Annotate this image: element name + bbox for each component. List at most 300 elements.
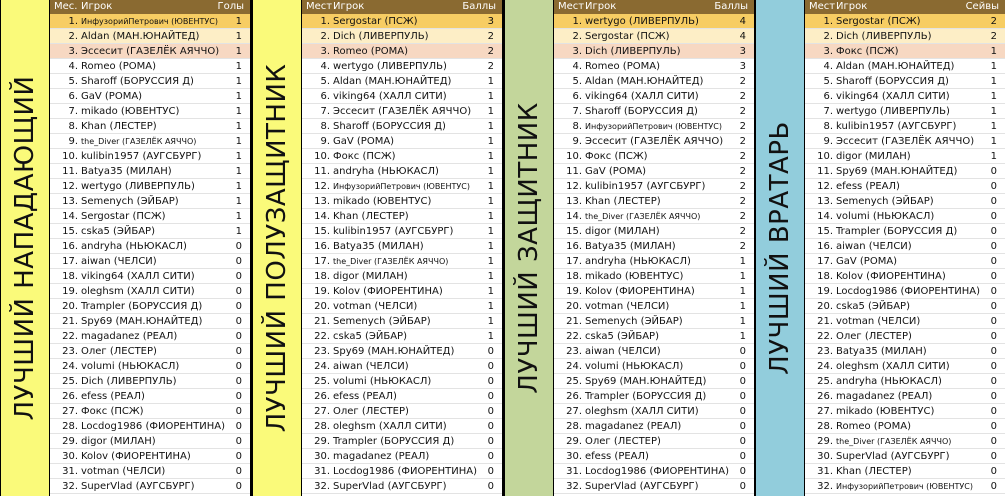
table-row xyxy=(805,389,1005,404)
row-position: 11. xyxy=(817,166,833,177)
col-player-header: Игрок xyxy=(585,1,617,12)
row-score: 0 xyxy=(487,361,494,372)
row-score: 1 xyxy=(739,301,746,312)
table-row xyxy=(50,224,250,239)
table-row xyxy=(554,479,754,494)
row-position: 6. xyxy=(572,91,582,102)
row-score: 2 xyxy=(739,196,746,207)
table-row xyxy=(805,149,1005,164)
row-score: 0 xyxy=(990,316,997,327)
row-player: Олег (ЛЕСТЕР) xyxy=(585,436,661,447)
table-row xyxy=(302,389,502,404)
row-player: cska5 (ЭЙБАР) xyxy=(333,331,407,342)
table-row xyxy=(805,104,1005,119)
row-position: 10. xyxy=(566,151,582,162)
row-position: 1. xyxy=(320,16,330,27)
row-player: volumi (НЬЮКАСЛ) xyxy=(836,211,935,222)
row-player: Dich (ЛИВЕРПУЛЬ) xyxy=(81,376,177,387)
row-player: volumi (НЬЮКАСЛ) xyxy=(81,361,180,372)
row-score: 1 xyxy=(990,61,997,72)
row-position: 1. xyxy=(823,16,833,27)
col-position-header: Мест xyxy=(558,1,585,12)
row-position: 5. xyxy=(823,76,833,87)
table-row xyxy=(805,299,1005,314)
row-score: 0 xyxy=(235,436,242,447)
table-row xyxy=(302,359,502,374)
row-score: 0 xyxy=(990,211,997,222)
row-player: Trampler (БОРУССИЯ Д) xyxy=(585,391,707,402)
row-player: ИнфузорийПетрович (ЮВЕНТУС) xyxy=(333,182,470,191)
table-row xyxy=(554,314,754,329)
row-score: 0 xyxy=(235,481,242,492)
row-player: Kolov (ФИОРЕНТИНА) xyxy=(585,286,695,297)
row-player: magadanez (РЕАЛ) xyxy=(585,421,682,432)
row-position: 28. xyxy=(62,421,78,432)
row-score: 1 xyxy=(235,16,242,27)
table-row xyxy=(50,404,250,419)
row-player: aiwan (ЧЕЛСИ) xyxy=(81,256,157,267)
midfielder-title: ЛУЧШИЙ ПОЛУЗАЩИТНИК xyxy=(262,63,292,433)
table-row xyxy=(554,224,754,239)
row-player: andryha (НЬЮКАСЛ) xyxy=(333,166,439,177)
row-position: 18. xyxy=(314,271,330,282)
row-position: 13. xyxy=(566,196,582,207)
row-player: digor (МИЛАН) xyxy=(81,436,156,447)
table-header xyxy=(805,0,1005,14)
row-player: cska5 (ЭЙБАР) xyxy=(81,226,155,237)
row-position: 6. xyxy=(823,91,833,102)
table-row xyxy=(302,224,502,239)
row-score: 1 xyxy=(990,151,997,162)
row-score: 3 xyxy=(739,61,746,72)
row-score: 0 xyxy=(739,406,746,417)
table-header xyxy=(554,0,754,14)
row-score: 1 xyxy=(487,286,494,297)
table-row xyxy=(50,59,250,74)
table-row xyxy=(50,374,250,389)
row-score: 1 xyxy=(487,271,494,282)
row-player: Romeo (РОМА) xyxy=(81,61,156,72)
table-row xyxy=(50,434,250,449)
row-position: 8. xyxy=(572,121,582,132)
table-row xyxy=(302,419,502,434)
row-score: 0 xyxy=(739,391,746,402)
row-score: 0 xyxy=(990,346,997,357)
table-row xyxy=(302,479,502,494)
row-position: 2. xyxy=(68,31,78,42)
table-row xyxy=(805,284,1005,299)
table-row xyxy=(302,164,502,179)
row-position: 14. xyxy=(817,211,833,222)
row-score: 0 xyxy=(487,436,494,447)
row-score: 0 xyxy=(235,421,242,432)
row-position: 15. xyxy=(566,226,582,237)
row-player: Spy69 (МАН.ЮНАЙТЕД) xyxy=(81,316,203,327)
table-row xyxy=(302,449,502,464)
row-score: 0 xyxy=(739,466,746,477)
row-position: 2. xyxy=(823,31,833,42)
row-position: 24. xyxy=(566,361,582,372)
row-score: 0 xyxy=(990,466,997,477)
row-position: 2. xyxy=(572,31,582,42)
row-position: 14. xyxy=(566,211,582,222)
row-score: 0 xyxy=(990,361,997,372)
row-player: SuperVlad (АУГСБУРГ) xyxy=(333,481,447,492)
row-position: 25. xyxy=(62,376,78,387)
row-player: aiwan (ЧЕЛСИ) xyxy=(333,361,409,372)
row-player: ИнфузорийПетрович (ЮВЕНТУС) xyxy=(836,482,973,491)
row-position: 12. xyxy=(817,181,833,192)
table-row xyxy=(805,239,1005,254)
table-row xyxy=(554,179,754,194)
table-row xyxy=(554,194,754,209)
table-row xyxy=(50,134,250,149)
table-row xyxy=(805,434,1005,449)
row-score: 1 xyxy=(235,226,242,237)
table-row xyxy=(805,449,1005,464)
row-score: 2 xyxy=(739,121,746,132)
row-player: Semenych (ЭЙБАР) xyxy=(81,196,179,207)
table-row xyxy=(50,179,250,194)
row-score: 2 xyxy=(739,106,746,117)
row-player: efess (РЕАЛ) xyxy=(333,391,397,402)
midfielder-title-band xyxy=(252,0,302,496)
row-player: mikado (ЮВЕНТУС) xyxy=(585,271,684,282)
row-score: 0 xyxy=(235,256,242,267)
row-player: Semenych (ЭЙБАР) xyxy=(333,316,431,327)
row-score: 1 xyxy=(487,226,494,237)
table-row xyxy=(805,464,1005,479)
row-position: 10. xyxy=(62,151,78,162)
row-score: 0 xyxy=(990,256,997,267)
row-player: Эссесит (ГАЗЕЛЁК АЯЧЧО) xyxy=(81,46,220,57)
row-position: 20. xyxy=(817,301,833,312)
goalkeeper-table xyxy=(805,0,1005,496)
row-position: 28. xyxy=(314,421,330,432)
row-score: 0 xyxy=(235,331,242,342)
row-score: 0 xyxy=(487,421,494,432)
table-row xyxy=(554,59,754,74)
row-position: 11. xyxy=(62,166,78,177)
row-position: 25. xyxy=(817,376,833,387)
row-score: 0 xyxy=(739,376,746,387)
row-player: wertygo (ЛИВЕРПУЛЬ) xyxy=(836,106,950,117)
row-player: kulibin1957 (АУГСБУРГ) xyxy=(585,181,706,192)
table-row xyxy=(50,149,250,164)
row-position: 12. xyxy=(62,181,78,192)
row-score: 0 xyxy=(739,451,746,462)
row-score: 2 xyxy=(739,136,746,147)
row-position: 8. xyxy=(68,121,78,132)
row-score: 0 xyxy=(990,406,997,417)
col-score-header: Баллы xyxy=(714,1,748,12)
row-score: 1 xyxy=(487,121,494,132)
row-score: 2 xyxy=(739,166,746,177)
row-position: 22. xyxy=(314,331,330,342)
row-position: 31. xyxy=(566,466,582,477)
row-position: 13. xyxy=(62,196,78,207)
row-player: andryha (НЬЮКАСЛ) xyxy=(585,256,691,267)
row-position: 1. xyxy=(68,16,78,27)
row-score: 1 xyxy=(235,196,242,207)
row-position: 21. xyxy=(817,316,833,327)
table-row xyxy=(50,449,250,464)
row-position: 30. xyxy=(62,451,78,462)
row-score: 0 xyxy=(990,421,997,432)
table-row xyxy=(805,89,1005,104)
row-position: 7. xyxy=(823,106,833,117)
row-player: Locdog1986 (ФИОРЕНТИНА) xyxy=(585,466,730,477)
row-position: 4. xyxy=(572,61,582,72)
row-score: 1 xyxy=(487,241,494,252)
row-player: Олег (ЛЕСТЕР) xyxy=(81,346,157,357)
table-row xyxy=(302,434,502,449)
row-score: 0 xyxy=(487,391,494,402)
row-score: 2 xyxy=(739,226,746,237)
row-position: 26. xyxy=(314,391,330,402)
row-position: 12. xyxy=(566,181,582,192)
row-position: 23. xyxy=(314,346,330,357)
row-position: 24. xyxy=(314,361,330,372)
col-player-header: Игрок xyxy=(333,1,365,12)
row-player: Batya35 (МИЛАН) xyxy=(333,241,424,252)
row-score: 0 xyxy=(235,286,242,297)
row-score: 0 xyxy=(235,346,242,357)
row-score: 1 xyxy=(235,136,242,147)
row-position: 30. xyxy=(566,451,582,462)
row-player: Олег (ЛЕСТЕР) xyxy=(836,331,912,342)
row-score: 2 xyxy=(487,46,494,57)
row-player: Trampler (БОРУССИЯ Д) xyxy=(81,301,203,312)
row-position: 25. xyxy=(566,376,582,387)
table-row xyxy=(554,74,754,89)
row-score: 0 xyxy=(739,421,746,432)
row-player: mikado (ЮВЕНТУС) xyxy=(333,196,432,207)
row-position: 26. xyxy=(566,391,582,402)
table-row xyxy=(50,464,250,479)
row-player: viking64 (ХАЛЛ СИТИ) xyxy=(333,91,447,102)
row-position: 21. xyxy=(314,316,330,327)
row-position: 16. xyxy=(62,241,78,252)
row-score: 2 xyxy=(487,61,494,72)
table-row xyxy=(554,434,754,449)
table-row xyxy=(554,299,754,314)
row-position: 18. xyxy=(62,271,78,282)
row-position: 23. xyxy=(566,346,582,357)
row-position: 3. xyxy=(320,46,330,57)
row-score: 0 xyxy=(990,436,997,447)
row-position: 30. xyxy=(817,451,833,462)
row-score: 0 xyxy=(235,241,242,252)
row-position: 29. xyxy=(566,436,582,447)
row-player: oleghsm (ХАЛЛ СИТИ) xyxy=(585,406,699,417)
row-position: 27. xyxy=(314,406,330,417)
row-player: the_Diver (ГАЗЕЛЁК АЯЧЧО) xyxy=(333,257,449,266)
table-row xyxy=(805,224,1005,239)
row-position: 16. xyxy=(314,241,330,252)
row-position: 18. xyxy=(566,271,582,282)
row-score: 4 xyxy=(739,16,746,27)
row-score: 0 xyxy=(235,376,242,387)
row-position: 9. xyxy=(572,136,582,147)
row-player: the_Diver (ГАЗЕЛЁК АЯЧЧО) xyxy=(81,137,197,146)
row-player: viking64 (ХАЛЛ СИТИ) xyxy=(585,91,699,102)
row-position: 12. xyxy=(314,181,330,192)
row-position: 31. xyxy=(817,466,833,477)
row-player: Kolov (ФИОРЕНТИНА) xyxy=(81,451,191,462)
row-player: magadanez (РЕАЛ) xyxy=(81,331,178,342)
row-player: Эссесит (ГАЗЕЛЁК АЯЧЧО) xyxy=(836,136,975,147)
row-score: 1 xyxy=(235,166,242,177)
row-position: 27. xyxy=(817,406,833,417)
row-score: 1 xyxy=(990,136,997,147)
row-position: 5. xyxy=(68,76,78,87)
row-position: 8. xyxy=(320,121,330,132)
row-player: efess (РЕАЛ) xyxy=(585,451,649,462)
row-player: Romeo (РОМА) xyxy=(836,421,911,432)
table-row xyxy=(302,134,502,149)
row-position: 31. xyxy=(314,466,330,477)
row-position: 3. xyxy=(572,46,582,57)
table-row xyxy=(554,164,754,179)
row-score: 2 xyxy=(990,31,997,42)
row-player: viking64 (ХАЛЛ СИТИ) xyxy=(836,91,950,102)
table-row xyxy=(302,329,502,344)
table-row xyxy=(50,344,250,359)
row-score: 0 xyxy=(487,466,494,477)
row-player: votman (ЧЕЛСИ) xyxy=(333,301,418,312)
row-position: 16. xyxy=(817,241,833,252)
row-position: 25. xyxy=(314,376,330,387)
row-position: 27. xyxy=(566,406,582,417)
table-row xyxy=(554,329,754,344)
table-row xyxy=(805,14,1005,29)
midfielder-table xyxy=(302,0,502,496)
row-score: 1 xyxy=(990,91,997,102)
row-position: 17. xyxy=(817,256,833,267)
row-position: 14. xyxy=(314,211,330,222)
row-player: Aldan (МАН.ЮНАЙТЕД) xyxy=(81,31,200,42)
row-position: 6. xyxy=(320,91,330,102)
row-score: 3 xyxy=(487,16,494,27)
table-row xyxy=(302,374,502,389)
table-row xyxy=(805,359,1005,374)
row-position: 24. xyxy=(817,361,833,372)
row-position: 13. xyxy=(817,196,833,207)
row-position: 19. xyxy=(566,286,582,297)
row-score: 0 xyxy=(487,481,494,492)
table-row xyxy=(554,29,754,44)
row-player: Khan (ЛЕСТЕР) xyxy=(585,196,661,207)
row-score: 1 xyxy=(235,151,242,162)
table-row xyxy=(50,314,250,329)
table-row xyxy=(302,104,502,119)
row-player: the_Diver (ГАЗЕЛЁК АЯЧЧО) xyxy=(585,212,701,221)
defender-title: ЛУЧШИЙ ЗАЩИТНИК xyxy=(514,102,544,394)
row-player: votman (ЧЕЛСИ) xyxy=(585,301,670,312)
row-player: Фокс (ПСЖ) xyxy=(81,406,144,417)
row-position: 5. xyxy=(572,76,582,87)
row-score: 2 xyxy=(739,151,746,162)
table-row xyxy=(50,209,250,224)
table-row xyxy=(805,419,1005,434)
row-position: 15. xyxy=(62,226,78,237)
row-position: 27. xyxy=(62,406,78,417)
row-position: 1. xyxy=(572,16,582,27)
table-row xyxy=(805,329,1005,344)
table-row xyxy=(554,104,754,119)
goalkeeper-title-band xyxy=(755,0,805,496)
row-position: 26. xyxy=(817,391,833,402)
col-score-header: Сейвы xyxy=(965,1,999,12)
row-player: SuperVlad (АУГСБУРГ) xyxy=(836,451,950,462)
row-position: 29. xyxy=(817,436,833,447)
row-score: 1 xyxy=(235,46,242,57)
row-score: 1 xyxy=(487,331,494,342)
row-player: efess (РЕАЛ) xyxy=(836,181,900,192)
row-player: Олег (ЛЕСТЕР) xyxy=(333,406,409,417)
row-player: Dich (ЛИВЕРПУЛЬ) xyxy=(585,46,681,57)
forward-title-band xyxy=(0,0,50,496)
row-player: andryha (НЬЮКАСЛ) xyxy=(836,376,942,387)
table-row xyxy=(805,59,1005,74)
row-position: 26. xyxy=(62,391,78,402)
row-score: 1 xyxy=(235,211,242,222)
table-row xyxy=(805,269,1005,284)
col-score-header: Баллы xyxy=(462,1,496,12)
row-position: 19. xyxy=(817,286,833,297)
row-player: Sergostar (ПСЖ) xyxy=(81,211,166,222)
table-row xyxy=(554,134,754,149)
row-player: Aldan (МАН.ЮНАЙТЕД) xyxy=(333,76,452,87)
table-row xyxy=(50,389,250,404)
row-score: 0 xyxy=(990,331,997,342)
row-position: 32. xyxy=(314,481,330,492)
row-player: Batya35 (МИЛАН) xyxy=(836,346,927,357)
col-score-header: Голы xyxy=(217,1,244,12)
row-player: Фокс (ПСЖ) xyxy=(836,46,899,57)
row-score: 0 xyxy=(990,481,997,492)
table-row xyxy=(50,419,250,434)
table-row xyxy=(302,44,502,59)
row-position: 7. xyxy=(68,106,78,117)
table-row xyxy=(302,194,502,209)
table-row xyxy=(50,14,250,29)
row-player: digor (МИЛАН) xyxy=(333,271,408,282)
row-player: magadanez (РЕАЛ) xyxy=(836,391,933,402)
row-player: GaV (РОМА) xyxy=(333,136,395,147)
row-player: Khan (ЛЕСТЕР) xyxy=(333,211,409,222)
row-score: 1 xyxy=(235,31,242,42)
table-row xyxy=(805,74,1005,89)
row-score: 0 xyxy=(739,361,746,372)
table-row xyxy=(50,89,250,104)
row-player: Sergostar (ПСЖ) xyxy=(333,16,418,27)
row-player: Sharoff (БОРУССИЯ Д) xyxy=(333,121,446,132)
row-score: 1 xyxy=(990,106,997,117)
row-player: aiwan (ЧЕЛСИ) xyxy=(836,241,912,252)
row-position: 29. xyxy=(62,436,78,447)
table-row xyxy=(554,89,754,104)
row-score: 1 xyxy=(235,106,242,117)
col-position-header: Мес. xyxy=(54,1,78,12)
row-position: 17. xyxy=(314,256,330,267)
row-player: Romeo (РОМА) xyxy=(333,46,408,57)
row-player: ИнфузорийПетрович (ЮВЕНТУС) xyxy=(585,122,722,131)
row-player: mikado (ЮВЕНТУС) xyxy=(836,406,935,417)
row-player: cska5 (ЭЙБАР) xyxy=(836,301,910,312)
row-player: magadanez (РЕАЛ) xyxy=(333,451,430,462)
